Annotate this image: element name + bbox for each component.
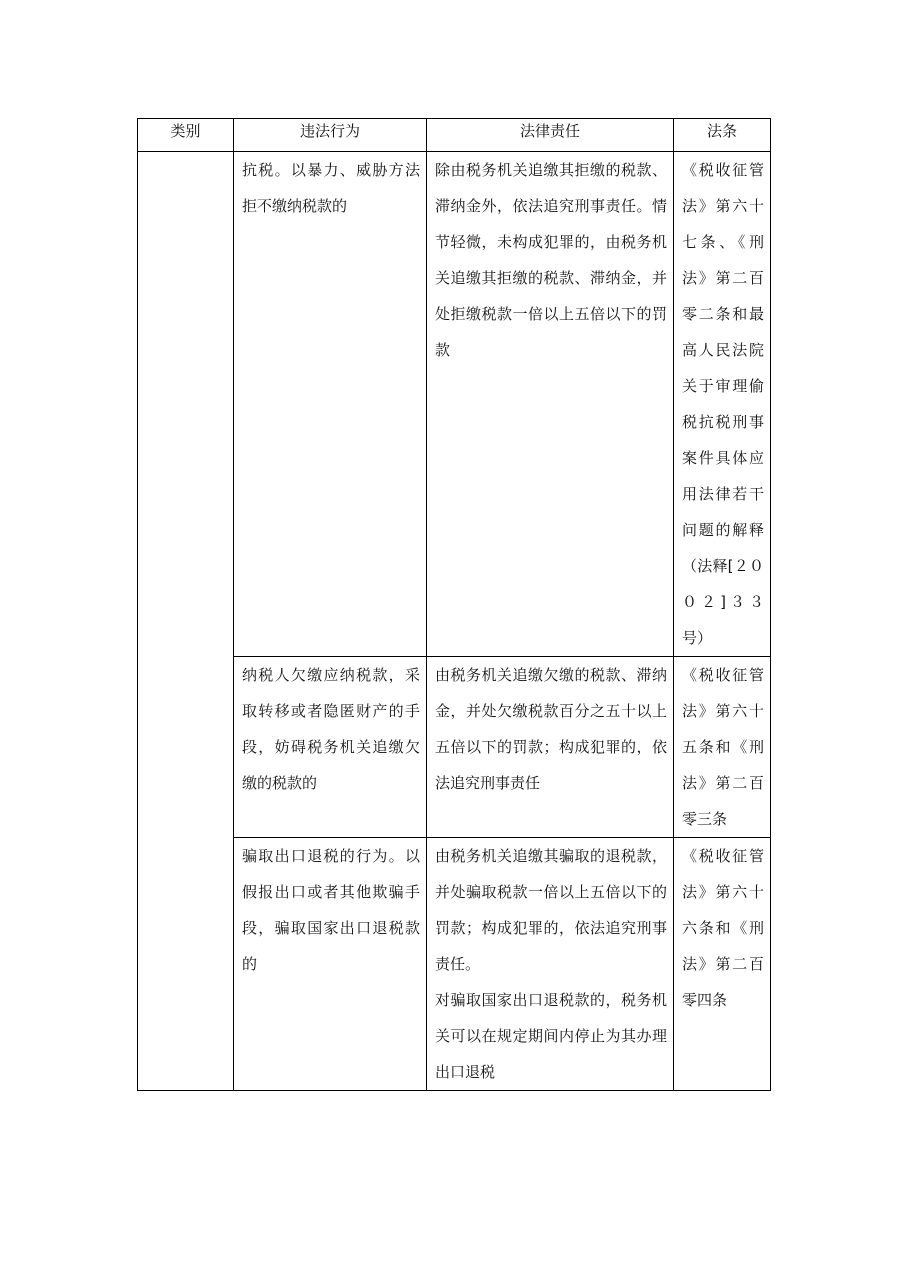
law-text: 《税收征管法》第六十七条、《刑法》第二百零二条和最高人民法院关于审理偷税抗税刑事案件具体应用法律若干问题的解释（法释[２００２]３３号）: [682, 161, 764, 647]
behavior-cell: [234, 657, 427, 838]
table-header-row: [138, 119, 771, 152]
table-row: [138, 152, 771, 657]
header-behavior: 违法行为: [234, 119, 427, 152]
liability-paragraph: 由税务机关追缴其骗取的退税款，并处骗取税款一倍以上五倍以下的罚款；构成犯罪的，依法追究刑事责任。: [435, 847, 667, 973]
behavior-cell: [234, 152, 427, 657]
category-cell: [138, 152, 234, 1091]
behavior-text: 骗取出口退税的行为。以假报出口或者其他欺骗手段，骗取国家出口退税款的: [242, 847, 420, 973]
behavior-cell: [234, 838, 427, 1091]
law-cell: [674, 152, 771, 657]
liability-text-block: [427, 838, 673, 1090]
liability-cell: [427, 657, 674, 838]
header-category: 类别: [138, 119, 234, 152]
liability-text: 除由税务机关追缴其拒缴的税款、滞纳金外，依法追究刑事责任。情节轻微，未构成犯罪的，由税务机关追缴其拒缴的税款、滞纳金，并处拒缴税款一倍以上五倍以下的罚款: [435, 161, 667, 359]
law-text: 《税收征管法》第六十六条和《刑法》第二百零四条: [682, 847, 764, 1009]
behavior-text: 抗税。以暴力、威胁方法拒不缴纳税款的: [242, 161, 420, 215]
header-law: 法条: [674, 119, 771, 152]
behavior-text: 纳税人欠缴应纳税款，采取转移或者隐匿财产的手段，妨碍税务机关追缴欠缴的税款的: [242, 666, 420, 792]
liability-cell: [427, 838, 674, 1091]
legal-liability-table: [137, 118, 771, 1091]
liability-paragraph: 对骗取国家出口退税款的，税务机关可以在规定期间内停止为其办理出口退税: [435, 991, 667, 1081]
liability-text: 由税务机关追缴欠缴的税款、滞纳金，并处欠缴税款百分之五十以上五倍以下的罚款；构成犯罪的，依法追究刑事责任: [435, 666, 667, 792]
header-liability: 法律责任: [427, 119, 674, 152]
law-cell: [674, 838, 771, 1091]
law-text: 《税收征管法》第六十五条和《刑法》第二百零三条: [682, 666, 764, 828]
law-cell: [674, 657, 771, 838]
liability-cell: [427, 152, 674, 657]
